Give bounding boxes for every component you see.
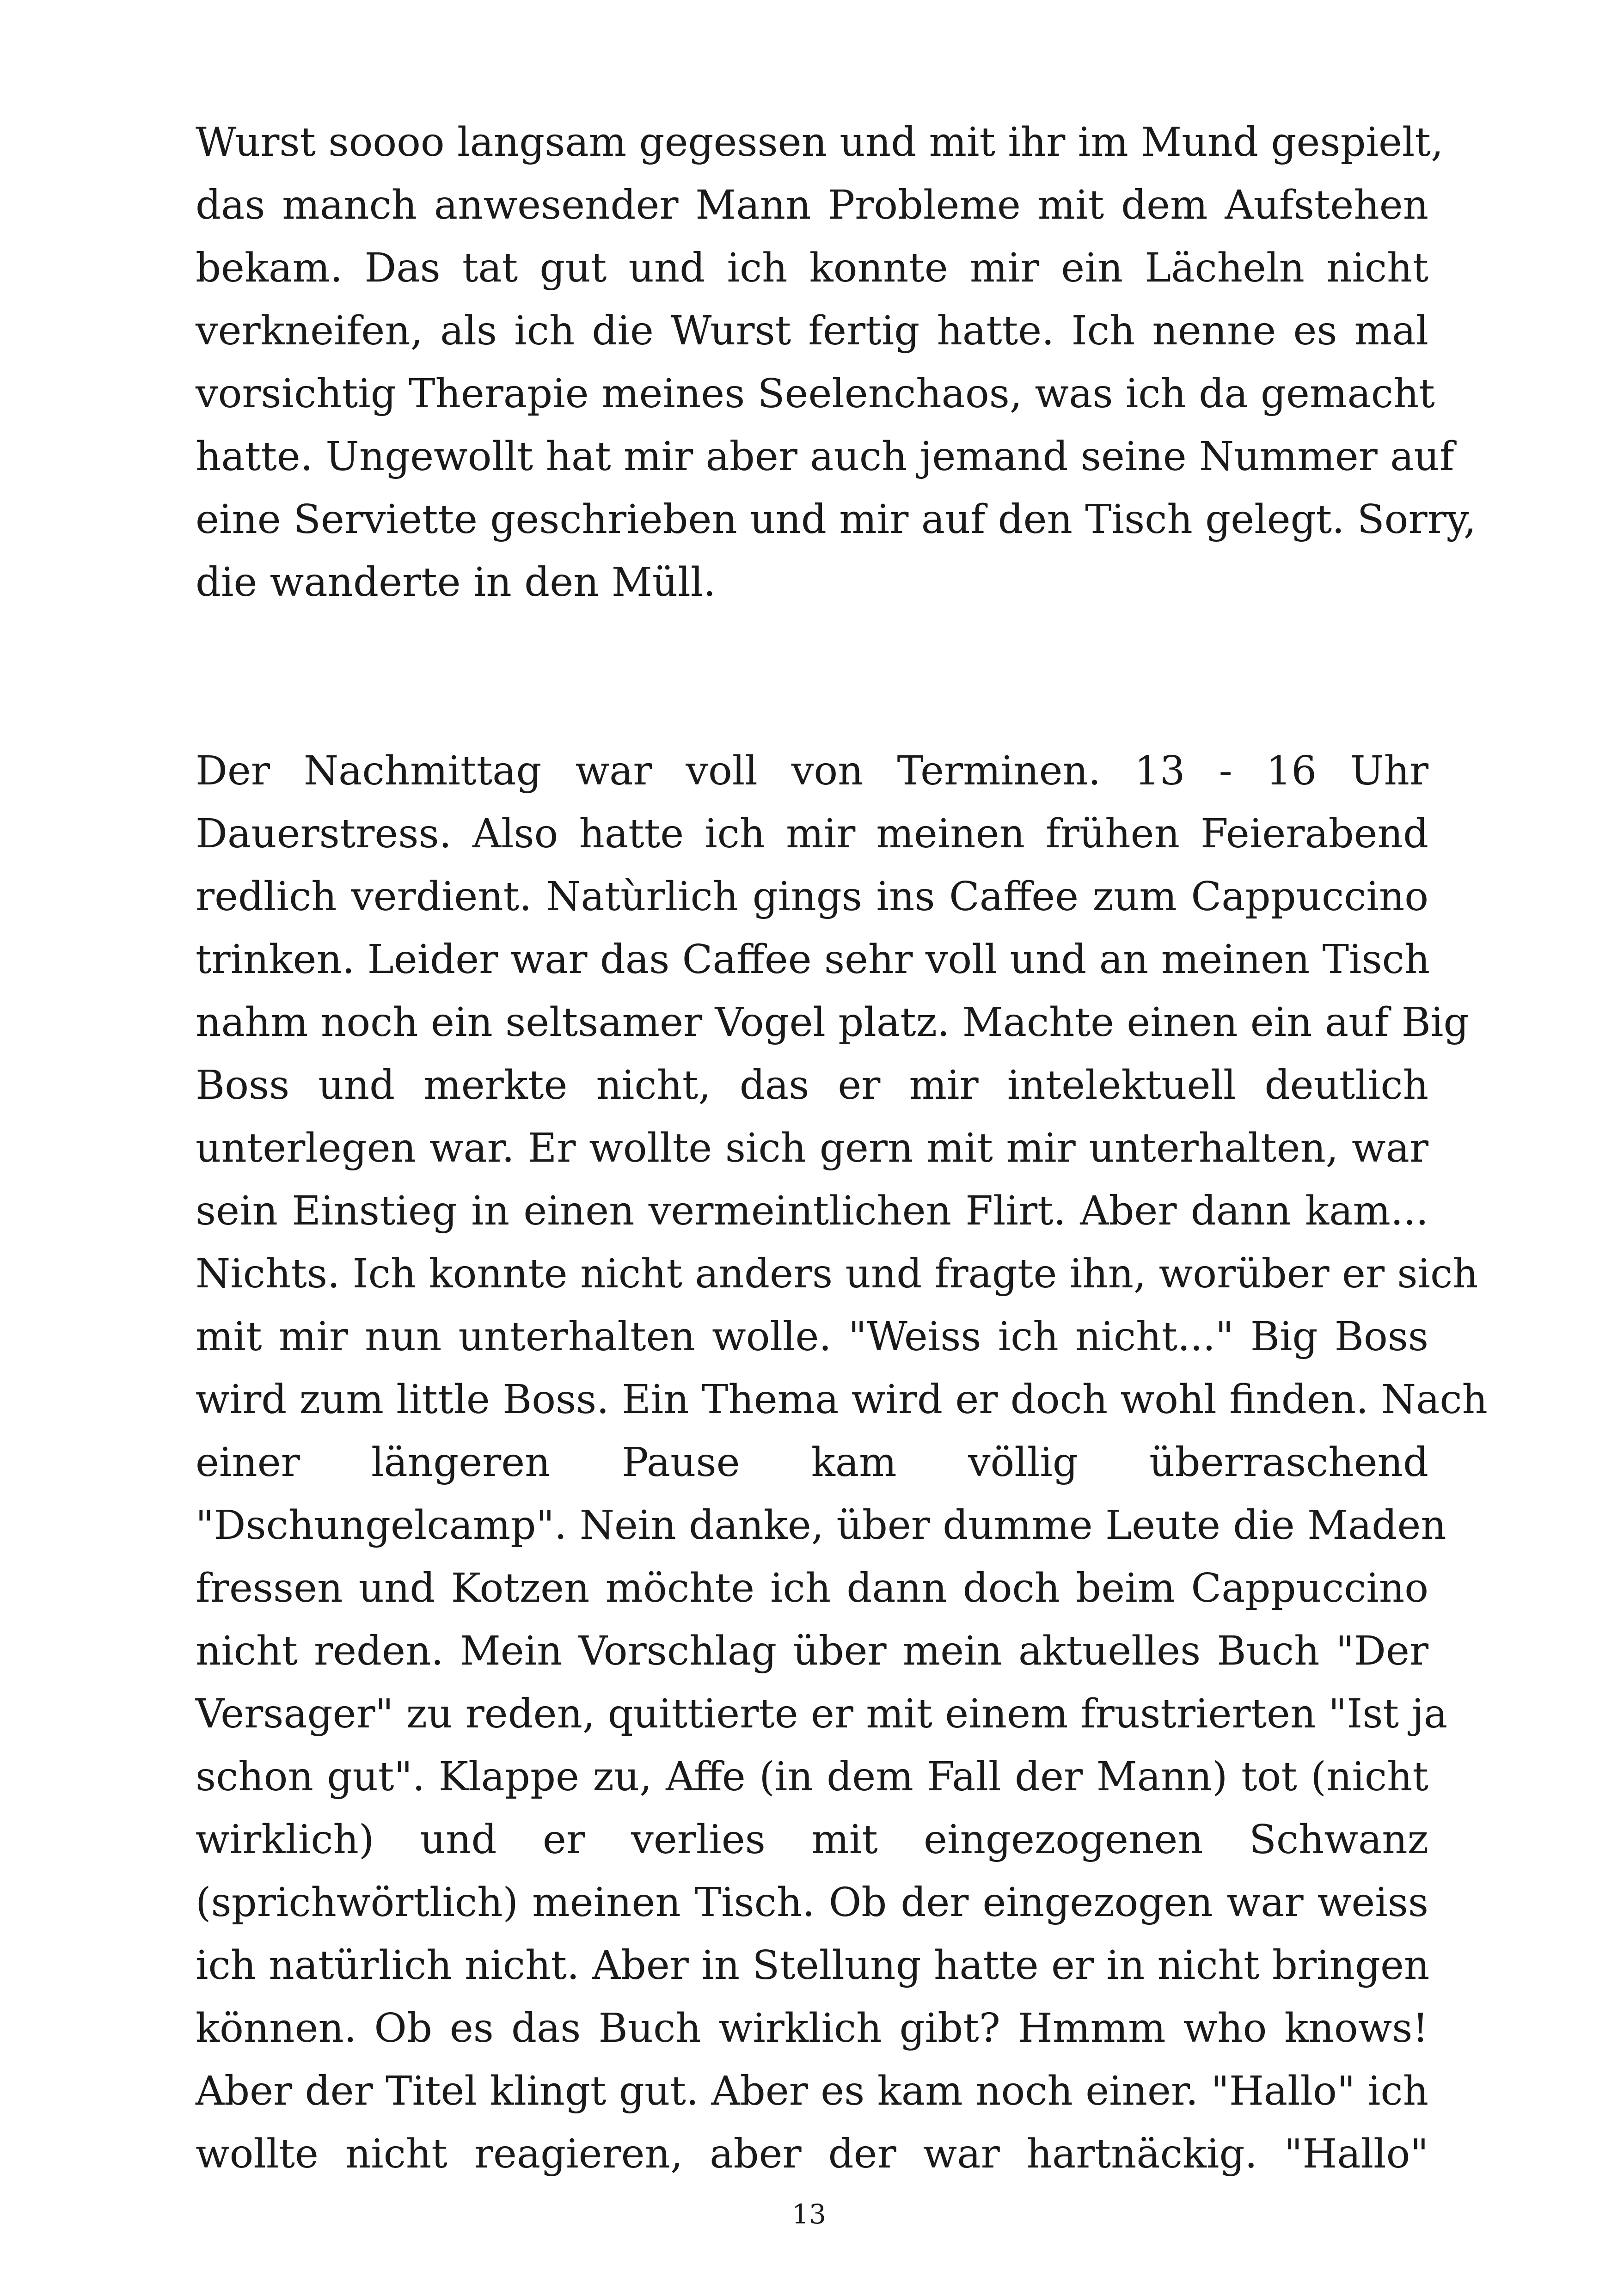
text-line: Versager" zu reden, quittierte er mit einem frustrierten "Ist ja bbox=[196, 1691, 1448, 1737]
text-line: (sprichwörtlich) meinen Tisch. Ob der eingezogen war weiss bbox=[196, 1880, 1428, 1926]
paragraph-2 bbox=[196, 740, 1488, 2186]
text-line: wollte nicht reagieren, aber der war hartnäckig. "Hallo" bbox=[196, 2131, 1428, 2177]
text-line: eine Serviette geschrieben und mir auf den Tisch gelegt. Sorry, bbox=[196, 496, 1477, 543]
text-line: nicht reden. Mein Vorschlag über mein aktuelles Buch "Der bbox=[196, 1628, 1428, 1674]
text-line: Nichts. Ich konnte nicht anders und fragte ihn, worüber er sich bbox=[196, 1251, 1478, 1297]
text-line: ich natürlich nicht. Aber in Stellung hatte er in nicht bringen bbox=[196, 1942, 1430, 1989]
text-line: wirklich) und er verlies mit eingezogenen Schwanz bbox=[196, 1817, 1428, 1863]
text-line: sein Einstieg in einen vermeintlichen Flirt. Aber dann kam... bbox=[196, 1188, 1428, 1234]
text-line: schon gut". Klappe zu, Affe (in dem Fall der Mann) tot (nicht bbox=[196, 1754, 1428, 1800]
text-line: "Dschungelcamp". Nein danke, über dumme Leute die Maden bbox=[196, 1502, 1446, 1549]
text-line: Dauerstress. Also hatte ich mir meinen frühen Feierabend bbox=[196, 811, 1428, 857]
text-line: hatte. Ungewollt hat mir aber auch jemand seine Nummer auf bbox=[196, 434, 1454, 480]
text-line: können. Ob es das Buch wirklich gibt? Hmmm who knows! bbox=[196, 2005, 1428, 2051]
text-line: mit mir nun unterhalten wolle. "Weiss ich nicht..." Big Boss bbox=[196, 1314, 1428, 1360]
text-line: verkneifen, als ich die Wurst fertig hatte. Ich nenne es mal bbox=[196, 308, 1428, 354]
text-line: fressen und Kotzen möchte ich dann doch beim Cappuccino bbox=[196, 1565, 1428, 1611]
text-line: die wanderte in den Müll. bbox=[196, 559, 716, 606]
text-line: einer längeren Pause kam völlig überraschend bbox=[196, 1439, 1428, 1486]
text-line: bekam. Das tat gut und ich konnte mir ein Lächeln nicht bbox=[196, 245, 1428, 291]
text-line: nahm noch ein seltsamer Vogel platz. Machte einen ein auf Big bbox=[196, 999, 1469, 1046]
text-line: vorsichtig Therapie meines Seelenchaos, was ich da gemacht bbox=[196, 371, 1435, 417]
text-line: wird zum little Boss. Ein Thema wird er doch wohl finden. Nach bbox=[196, 1377, 1488, 1423]
text-line: das manch anwesender Mann Probleme mit dem Aufstehen bbox=[196, 182, 1428, 228]
text-line: Wurst soooo langsam gegessen und mit ihr im Mund gespielt, bbox=[196, 119, 1444, 165]
text-line: Boss und merkte nicht, das er mir intelektuell deutlich bbox=[196, 1062, 1428, 1108]
page-number: 13 bbox=[792, 2198, 826, 2230]
text-line: Der Nachmittag war voll von Terminen. 13 - 16 Uhr bbox=[196, 748, 1428, 794]
text-line: redlich verdient. Natùrlich gings ins Caffee zum Cappuccino bbox=[196, 874, 1428, 920]
text-line: trinken. Leider war das Caffee sehr voll und an meinen Tisch bbox=[196, 937, 1430, 983]
paragraph-1 bbox=[196, 111, 1477, 614]
text-line: Aber der Titel klingt gut. Aber es kam noch einer. "Hallo" ich bbox=[196, 2068, 1428, 2114]
text-line: unterlegen war. Er wollte sich gern mit mir unterhalten, war bbox=[196, 1125, 1428, 1171]
